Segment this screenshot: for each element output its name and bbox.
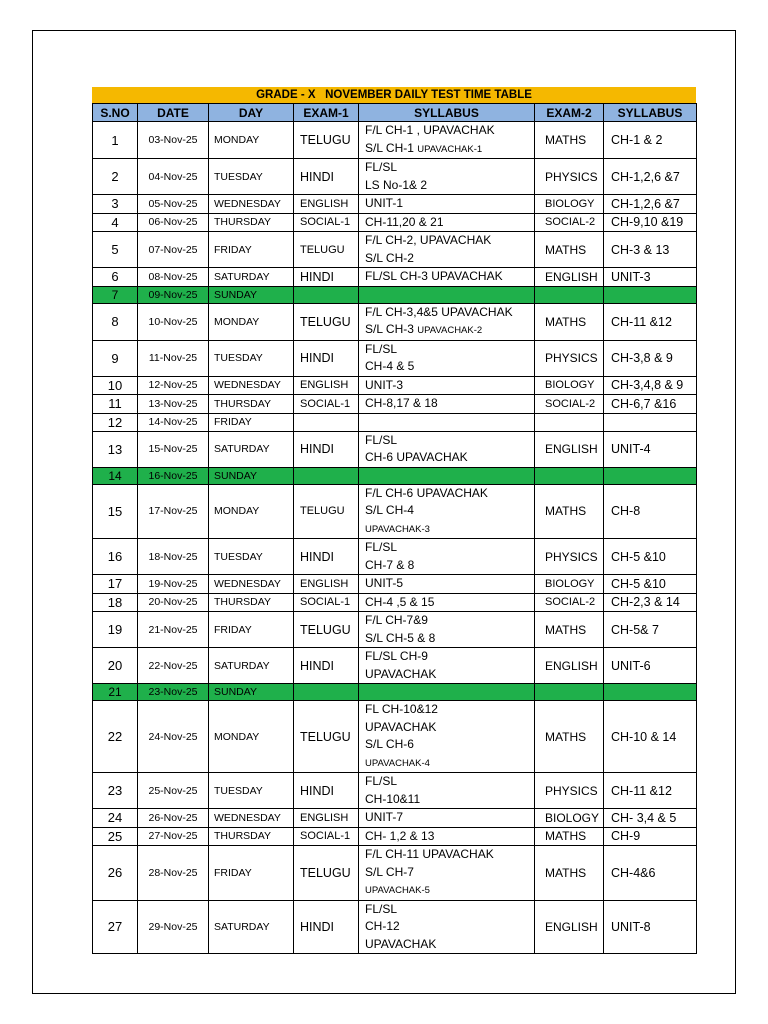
syllabus1-line: CH-4 ,5 & 15 xyxy=(365,594,435,609)
date-cell: 11-Nov-25 xyxy=(138,340,209,376)
exam2-cell xyxy=(535,684,604,701)
syllabus1-line: FL/SL xyxy=(365,774,398,788)
table-row xyxy=(93,376,697,395)
sno-cell: 26 xyxy=(93,846,138,901)
syllabus1-cell xyxy=(359,900,535,954)
syllabus1-line: UPAVACHAK xyxy=(365,936,437,951)
sno-cell: 23 xyxy=(93,773,138,809)
sno-cell: 19 xyxy=(93,612,138,648)
date-cell: 25-Nov-25 xyxy=(138,773,209,809)
exam1-cell: SOCIAL-1 xyxy=(294,593,359,612)
day-cell: MONDAY xyxy=(209,303,294,340)
syllabus1-cell xyxy=(359,701,535,773)
day-cell: SATURDAY xyxy=(209,900,294,954)
syllabus1-line: F/L CH-2, UPAVACHAK xyxy=(365,233,492,247)
day-cell: MONDAY xyxy=(209,122,294,159)
date-cell: 28-Nov-25 xyxy=(138,846,209,901)
syllabus2-cell: UNIT-6 xyxy=(604,648,697,684)
syllabus1-cell xyxy=(359,413,535,431)
syllabus1-line: UPAVACHAK-5 xyxy=(365,885,430,896)
date-cell: 22-Nov-25 xyxy=(138,648,209,684)
exam1-cell: ENGLISH xyxy=(294,809,359,828)
exam2-cell: MATHS xyxy=(535,827,604,846)
sno-cell: 13 xyxy=(93,431,138,467)
day-cell: FRIDAY xyxy=(209,612,294,648)
sno-cell: 20 xyxy=(93,648,138,684)
sno-cell: 3 xyxy=(93,195,138,214)
syllabus1-line: CH-6 UPAVACHAK xyxy=(365,450,468,464)
table-row xyxy=(93,684,697,701)
exam1-cell: HINDI xyxy=(294,539,359,575)
exam2-cell: MATHS xyxy=(535,484,604,539)
table-body xyxy=(93,122,697,954)
syllabus1-line: UNIT-1 xyxy=(365,196,404,210)
syllabus1-line: S/L CH-3 UPAVACHAK-2 xyxy=(365,322,483,336)
syllabus2-cell: CH-9 xyxy=(604,827,697,846)
table-row xyxy=(93,827,697,846)
day-cell: THURSDAY xyxy=(209,827,294,846)
syllabus1-line: S/L CH-7 xyxy=(365,864,414,879)
date-cell: 16-Nov-25 xyxy=(138,467,209,484)
sno-cell: 25 xyxy=(93,827,138,846)
date-cell: 19-Nov-25 xyxy=(138,575,209,594)
day-cell: THURSDAY xyxy=(209,395,294,414)
table-row xyxy=(93,268,697,287)
syllabus1-cell xyxy=(359,467,535,484)
syllabus1-cell xyxy=(359,684,535,701)
exam2-cell: SOCIAL-2 xyxy=(535,593,604,612)
day-cell: SUNDAY xyxy=(209,286,294,303)
syllabus1-line: S/L CH-1 UPAVACHAK-1 xyxy=(365,140,483,155)
exam1-cell: TELUGU xyxy=(294,612,359,648)
exam1-cell: TELUGU xyxy=(294,701,359,773)
sno-cell: 15 xyxy=(93,484,138,539)
syllabus1-cell xyxy=(359,195,535,214)
header-syllabus2: SYLLABUS xyxy=(604,104,697,122)
exam1-cell: TELUGU xyxy=(294,232,359,268)
exam1-cell xyxy=(294,413,359,431)
exam2-cell: ENGLISH xyxy=(535,900,604,954)
syllabus2-cell: CH-9,10 &19 xyxy=(604,213,697,232)
syllabus1-line: UNIT-7 xyxy=(365,810,404,824)
exam2-cell: BIOLOGY xyxy=(535,809,604,828)
date-cell: 05-Nov-25 xyxy=(138,195,209,214)
day-cell: TUESDAY xyxy=(209,340,294,376)
date-cell: 21-Nov-25 xyxy=(138,612,209,648)
exam2-cell: MATHS xyxy=(535,612,604,648)
syllabus1-line: FL/SL CH-9 xyxy=(365,649,428,663)
syllabus1-line: CH-11,20 & 21 xyxy=(365,214,444,229)
syllabus1-line: FL/SL xyxy=(365,341,398,356)
syllabus1-line: FL/SL xyxy=(365,160,398,174)
syllabus1-cell xyxy=(359,232,535,268)
table-row xyxy=(93,773,697,809)
sno-cell: 27 xyxy=(93,900,138,954)
sno-cell: 2 xyxy=(93,159,138,195)
day-cell: SUNDAY xyxy=(209,684,294,701)
exam1-cell: SOCIAL-1 xyxy=(294,827,359,846)
header-exam1: EXAM-1 xyxy=(294,104,359,122)
syllabus2-cell: UNIT-3 xyxy=(604,268,697,287)
syllabus1-line: CH-4 & 5 xyxy=(365,359,415,373)
timetable xyxy=(92,103,697,954)
table-row xyxy=(93,303,697,340)
syllabus2-cell xyxy=(604,684,697,701)
exam2-cell: MATHS xyxy=(535,232,604,268)
syllabus1-cell xyxy=(359,286,535,303)
table-row xyxy=(93,593,697,612)
exam1-cell: ENGLISH xyxy=(294,195,359,214)
syllabus1-line: F/L CH-7&9 xyxy=(365,613,428,627)
date-cell: 12-Nov-25 xyxy=(138,376,209,395)
syllabus1-line: FL/SL xyxy=(365,901,398,916)
syllabus1-line: S/L CH-6 xyxy=(365,737,414,751)
syllabus2-cell: UNIT-8 xyxy=(604,900,697,954)
syllabus2-cell: CH-8 xyxy=(604,484,697,539)
syllabus1-line: LS No-1& 2 xyxy=(365,177,428,192)
sno-cell: 5 xyxy=(93,232,138,268)
syllabus1-line: FL/SL xyxy=(365,432,398,447)
exam2-cell: PHYSICS xyxy=(535,159,604,195)
exam1-cell: HINDI xyxy=(294,900,359,954)
exam2-cell: ENGLISH xyxy=(535,268,604,287)
exam2-cell: ENGLISH xyxy=(535,431,604,467)
exam1-cell: SOCIAL-1 xyxy=(294,213,359,232)
day-cell: WEDNESDAY xyxy=(209,575,294,594)
day-cell: SUNDAY xyxy=(209,467,294,484)
date-cell: 23-Nov-25 xyxy=(138,684,209,701)
syllabus2-cell: CH- 3,4 & 5 xyxy=(604,809,697,828)
sno-cell: 9 xyxy=(93,340,138,376)
date-cell: 06-Nov-25 xyxy=(138,213,209,232)
syllabus2-cell: CH-5& 7 xyxy=(604,612,697,648)
syllabus2-cell: CH-6,7 &16 xyxy=(604,395,697,414)
syllabus1-line: UNIT-3 xyxy=(365,377,404,392)
syllabus1-cell xyxy=(359,773,535,809)
syllabus1-line: F/L CH-11 UPAVACHAK xyxy=(365,847,494,861)
syllabus1-cell xyxy=(359,612,535,648)
syllabus1-cell xyxy=(359,648,535,684)
syllabus2-cell: CH-3 & 13 xyxy=(604,232,697,268)
sno-cell: 16 xyxy=(93,539,138,575)
sno-cell: 7 xyxy=(93,286,138,303)
date-cell: 26-Nov-25 xyxy=(138,809,209,828)
syllabus1-cell xyxy=(359,340,535,376)
table-row xyxy=(93,122,697,159)
day-cell: FRIDAY xyxy=(209,413,294,431)
sno-cell: 8 xyxy=(93,303,138,340)
date-cell: 07-Nov-25 xyxy=(138,232,209,268)
syllabus2-cell: CH-11 &12 xyxy=(604,773,697,809)
date-cell: 24-Nov-25 xyxy=(138,701,209,773)
sno-cell: 12 xyxy=(93,413,138,431)
date-cell: 14-Nov-25 xyxy=(138,413,209,431)
syllabus1-line: FL CH-10&12 xyxy=(365,702,438,716)
syllabus1-cell xyxy=(359,484,535,539)
exam2-cell: BIOLOGY xyxy=(535,195,604,214)
syllabus1-line: FL/SL xyxy=(365,540,398,554)
exam1-cell: HINDI xyxy=(294,159,359,195)
exam1-cell: TELUGU xyxy=(294,484,359,539)
exam2-cell: MATHS xyxy=(535,122,604,159)
header-row xyxy=(93,104,697,122)
sno-cell: 17 xyxy=(93,575,138,594)
syllabus1-line: UPAVACHAK xyxy=(365,666,437,681)
exam1-cell: HINDI xyxy=(294,268,359,287)
syllabus1-line: UNIT-5 xyxy=(365,576,404,590)
table-row xyxy=(93,900,697,954)
day-cell: TUESDAY xyxy=(209,773,294,809)
exam2-cell xyxy=(535,467,604,484)
sno-cell: 21 xyxy=(93,684,138,701)
syllabus1-line: S/L CH-5 & 8 xyxy=(365,630,436,645)
exam2-cell xyxy=(535,286,604,303)
syllabus2-cell: CH-3,4,8 & 9 xyxy=(604,376,697,395)
syllabus1-cell xyxy=(359,122,535,159)
sno-cell: 4 xyxy=(93,213,138,232)
table-row xyxy=(93,467,697,484)
header-sno: S.NO xyxy=(93,104,138,122)
timetable-sheet xyxy=(92,87,696,954)
syllabus2-cell: CH-5 &10 xyxy=(604,575,697,594)
day-cell: FRIDAY xyxy=(209,232,294,268)
sno-cell: 18 xyxy=(93,593,138,612)
day-cell: SATURDAY xyxy=(209,431,294,467)
syllabus1-line: UPAVACHAK-3 xyxy=(365,523,430,535)
syllabus2-cell xyxy=(604,467,697,484)
exam1-cell: ENGLISH xyxy=(294,575,359,594)
sno-cell: 10 xyxy=(93,376,138,395)
day-cell: MONDAY xyxy=(209,484,294,539)
exam2-cell: BIOLOGY xyxy=(535,376,604,395)
syllabus2-cell: CH-2,3 & 14 xyxy=(604,593,697,612)
syllabus1-cell xyxy=(359,431,535,467)
syllabus2-cell: CH-1,2,6 &7 xyxy=(604,159,697,195)
table-row xyxy=(93,701,697,773)
table-row xyxy=(93,159,697,195)
syllabus1-line: CH- 1,2 & 13 xyxy=(365,828,435,843)
date-cell: 29-Nov-25 xyxy=(138,900,209,954)
syllabus1-cell xyxy=(359,395,535,414)
date-cell: 13-Nov-25 xyxy=(138,395,209,414)
day-cell: THURSDAY xyxy=(209,593,294,612)
syllabus1-line: UPAVACHAK xyxy=(365,719,437,734)
exam1-cell: TELUGU xyxy=(294,846,359,901)
exam1-cell: HINDI xyxy=(294,340,359,376)
table-row xyxy=(93,195,697,214)
exam2-cell: PHYSICS xyxy=(535,773,604,809)
table-row xyxy=(93,340,697,376)
table-row xyxy=(93,431,697,467)
date-cell: 09-Nov-25 xyxy=(138,286,209,303)
table-row xyxy=(93,612,697,648)
table-row xyxy=(93,484,697,539)
syllabus1-line: F/L CH-6 UPAVACHAK xyxy=(365,485,488,500)
syllabus1-cell xyxy=(359,593,535,612)
date-cell: 15-Nov-25 xyxy=(138,431,209,467)
table-row xyxy=(93,539,697,575)
day-cell: TUESDAY xyxy=(209,159,294,195)
table-row xyxy=(93,846,697,901)
header-day: DAY xyxy=(209,104,294,122)
syllabus1-cell xyxy=(359,213,535,232)
exam1-cell xyxy=(294,467,359,484)
date-cell: 03-Nov-25 xyxy=(138,122,209,159)
sno-cell: 6 xyxy=(93,268,138,287)
exam2-cell: ENGLISH xyxy=(535,648,604,684)
header-exam2: EXAM-2 xyxy=(535,104,604,122)
syllabus2-cell xyxy=(604,413,697,431)
day-cell: SATURDAY xyxy=(209,268,294,287)
table-row xyxy=(93,648,697,684)
date-cell: 10-Nov-25 xyxy=(138,303,209,340)
exam1-cell xyxy=(294,286,359,303)
syllabus1-cell xyxy=(359,376,535,395)
syllabus1-line: S/L CH-4 xyxy=(365,503,414,517)
syllabus2-cell: CH-4&6 xyxy=(604,846,697,901)
exam1-cell: HINDI xyxy=(294,773,359,809)
syllabus1-line: F/L CH-3,4&5 UPAVACHAK xyxy=(365,304,513,319)
exam2-cell: PHYSICS xyxy=(535,340,604,376)
exam1-cell: ENGLISH xyxy=(294,376,359,395)
date-cell: 27-Nov-25 xyxy=(138,827,209,846)
exam2-cell: PHYSICS xyxy=(535,539,604,575)
table-row xyxy=(93,575,697,594)
header-date: DATE xyxy=(138,104,209,122)
date-cell: 20-Nov-25 xyxy=(138,593,209,612)
day-cell: WEDNESDAY xyxy=(209,376,294,395)
exam2-cell: MATHS xyxy=(535,701,604,773)
sno-cell: 11 xyxy=(93,395,138,414)
syllabus1-cell xyxy=(359,827,535,846)
exam2-cell xyxy=(535,413,604,431)
syllabus2-cell: CH-1 & 2 xyxy=(604,122,697,159)
header-syllabus1: SYLLABUS xyxy=(359,104,535,122)
day-cell: MONDAY xyxy=(209,701,294,773)
exam2-cell: BIOLOGY xyxy=(535,575,604,594)
syllabus1-line: CH-7 & 8 xyxy=(365,557,415,572)
table-title: GRADE - X NOVEMBER DAILY TEST TIME TABLE xyxy=(92,87,696,103)
day-cell: FRIDAY xyxy=(209,846,294,901)
exam2-cell: MATHS xyxy=(535,846,604,901)
day-cell: THURSDAY xyxy=(209,213,294,232)
syllabus2-cell: CH-3,8 & 9 xyxy=(604,340,697,376)
date-cell: 18-Nov-25 xyxy=(138,539,209,575)
exam1-cell: TELUGU xyxy=(294,122,359,159)
exam2-cell: SOCIAL-2 xyxy=(535,395,604,414)
exam2-cell: SOCIAL-2 xyxy=(535,213,604,232)
syllabus1-line: F/L CH-1 , UPAVACHAK xyxy=(365,123,495,137)
sno-cell: 1 xyxy=(93,122,138,159)
day-cell: TUESDAY xyxy=(209,539,294,575)
syllabus2-cell: UNIT-4 xyxy=(604,431,697,467)
table-row xyxy=(93,395,697,414)
syllabus1-cell xyxy=(359,575,535,594)
exam1-cell: HINDI xyxy=(294,431,359,467)
syllabus1-cell xyxy=(359,159,535,195)
syllabus2-cell: CH-1,2,6 &7 xyxy=(604,195,697,214)
table-row xyxy=(93,286,697,303)
exam1-cell: HINDI xyxy=(294,648,359,684)
exam1-cell xyxy=(294,684,359,701)
syllabus1-line: UPAVACHAK-4 xyxy=(365,757,430,769)
sno-cell: 24 xyxy=(93,809,138,828)
table-row xyxy=(93,232,697,268)
syllabus1-line: CH-12 xyxy=(365,919,400,933)
date-cell: 04-Nov-25 xyxy=(138,159,209,195)
table-row xyxy=(93,213,697,232)
exam2-cell: MATHS xyxy=(535,303,604,340)
day-cell: WEDNESDAY xyxy=(209,809,294,828)
table-row xyxy=(93,413,697,431)
syllabus1-line: S/L CH-2 xyxy=(365,250,414,265)
syllabus2-cell: CH-5 &10 xyxy=(604,539,697,575)
table-row xyxy=(93,809,697,828)
syllabus1-line: CH-8,17 & 18 xyxy=(365,396,438,410)
syllabus2-cell xyxy=(604,286,697,303)
exam1-cell: TELUGU xyxy=(294,303,359,340)
syllabus1-line: CH-10&11 xyxy=(365,791,421,806)
day-cell: WEDNESDAY xyxy=(209,195,294,214)
sno-cell: 22 xyxy=(93,701,138,773)
date-cell: 08-Nov-25 xyxy=(138,268,209,287)
date-cell: 17-Nov-25 xyxy=(138,484,209,539)
syllabus1-cell xyxy=(359,846,535,901)
syllabus1-cell xyxy=(359,809,535,828)
syllabus2-cell: CH-11 &12 xyxy=(604,303,697,340)
syllabus1-cell xyxy=(359,303,535,340)
syllabus1-cell xyxy=(359,268,535,287)
exam1-cell: SOCIAL-1 xyxy=(294,395,359,414)
syllabus2-cell: CH-10 & 14 xyxy=(604,701,697,773)
syllabus1-line: FL/SL CH-3 UPAVACHAK xyxy=(365,269,503,283)
syllabus1-cell xyxy=(359,539,535,575)
day-cell: SATURDAY xyxy=(209,648,294,684)
sno-cell: 14 xyxy=(93,467,138,484)
